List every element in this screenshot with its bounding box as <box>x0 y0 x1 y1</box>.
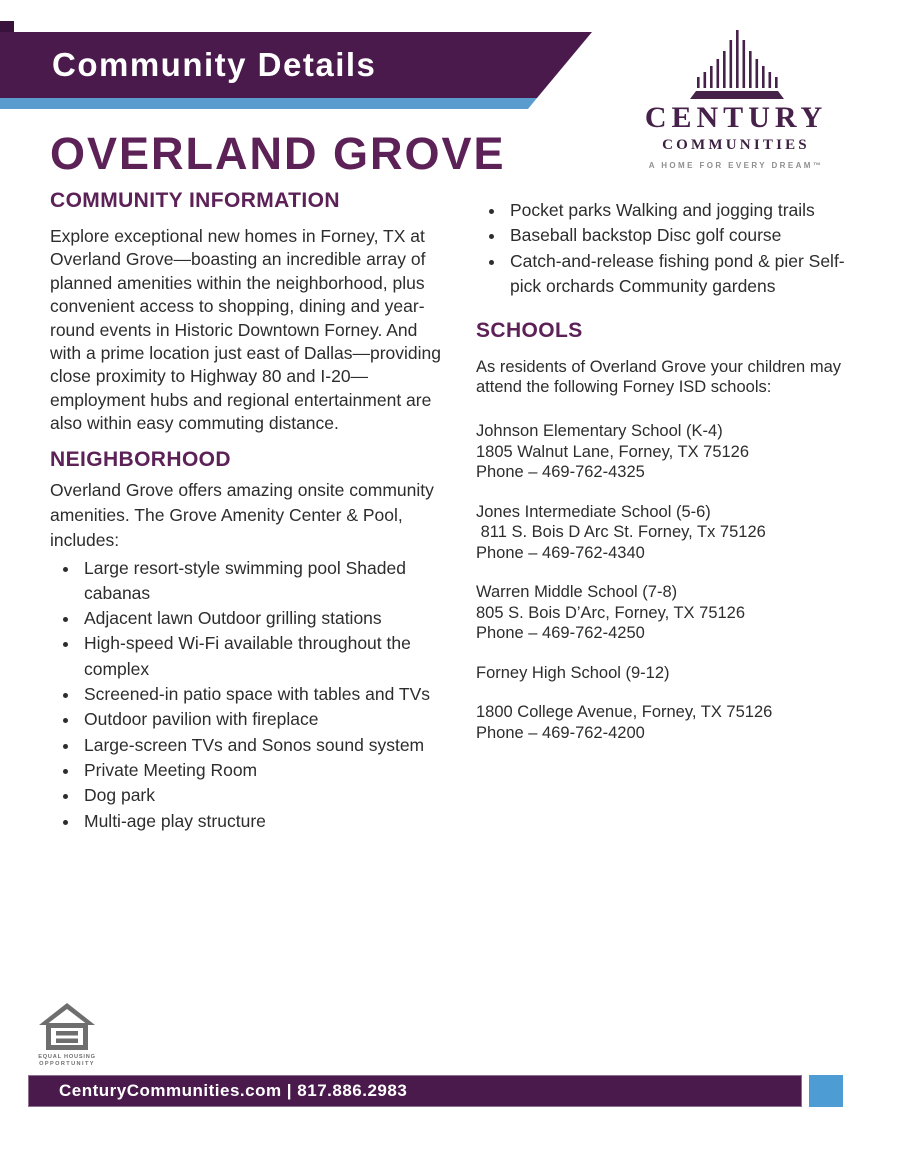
century-communities-logo <box>622 26 850 170</box>
outdoor-amenities-bullet-item: • Catch-and-release fishing pond & pier Self-pick orchards Community gardens <box>506 249 868 300</box>
neighborhood-bullet-item: • Screened-in patio space with tables and TVs <box>80 682 452 707</box>
right-column <box>476 196 868 762</box>
school-text-line: Jones Intermediate School (5-6) <box>476 502 711 521</box>
neighborhood-bullet-item: • Adjacent lawn Outdoor grilling stations <box>80 606 452 631</box>
neighborhood-bullet-item: • High-speed Wi-Fi available throughout the complex <box>80 631 452 682</box>
school-text-line: 805 S. Bois D’Arc, Forney, TX 75126 <box>476 603 746 622</box>
school-entry <box>476 421 868 483</box>
school-text-line: Phone – 469-762-4325 <box>476 463 645 482</box>
school-text-line: Warren Middle School (7-8) <box>476 583 678 602</box>
eho-text-line2: OPPORTUNITY <box>39 1061 95 1067</box>
header-banner-title: Community Details <box>52 46 377 83</box>
footer-blue-accent <box>809 1075 843 1107</box>
logo-subtitle: COMMUNITIES <box>662 136 810 153</box>
outdoor-amenities-bullet-item: • Baseball backstop Disc golf course <box>506 223 868 248</box>
neighborhood-bullet-item: • Large resort-style swimming pool Shaded cabanas <box>80 556 452 607</box>
school-text-line: Phone – 469-762-4200 <box>476 723 645 742</box>
century-peak-bars-icon <box>677 26 795 100</box>
neighborhood-bullet-item: • Multi-age play structure <box>80 809 452 834</box>
footer-bar <box>28 1075 802 1107</box>
outdoor-amenities-bullet-item: • Pocket parks Walking and jogging trails <box>506 198 868 223</box>
school-text-line: 1805 Walnut Lane, Forney, TX 75126 <box>476 442 750 461</box>
school-text-line: 811 S. Bois D Arc St. Forney, Tx 75126 <box>476 523 766 542</box>
school-text-line: Forney High School (9-12) <box>476 663 670 682</box>
schools-intro: As residents of Overland Grove your children may attend the following Forney ISD schools: <box>476 358 841 397</box>
logo-tagline: A HOME FOR EVERY DREAM™ <box>648 160 824 170</box>
left-column <box>50 189 452 834</box>
schools-list <box>476 421 868 743</box>
equal-housing-opportunity-icon <box>38 1002 100 1068</box>
school-entry <box>476 663 868 684</box>
community-information-heading: COMMUNITY INFORMATION <box>50 189 340 212</box>
school-entry <box>476 502 868 564</box>
school-text-line: Phone – 469-762-4250 <box>476 624 645 643</box>
neighborhood-intro: Overland Grove offers amazing onsite community amenities. The Grove Amenity Center & Pool, includes: <box>50 479 434 551</box>
page-title: OVERLAND GROVE <box>50 128 506 179</box>
outdoor-amenities-bullet-list <box>476 198 868 299</box>
neighborhood-bullet-item: • Private Meeting Room <box>80 758 452 783</box>
footer-contact-info: CenturyCommunities.com | 817.886.2983 <box>59 1081 408 1100</box>
community-information-paragraph: Explore exceptional new homes in Forney, TX at Overland Grove—boasting an incredible array of planned amenities within the neighborhood, plus convenient access to shopping, dining and year-round events in Historic Downtown Forney. And with a prime location just east of Dallas—providing close proximity to Highway 80 and I-20—employment hubs and regional entertainment are also within easy commuting distance. <box>50 226 442 434</box>
neighborhood-bullet-list <box>50 556 452 834</box>
ribbon-corner-notch <box>0 21 14 33</box>
neighborhood-bullet-item: • Outdoor pavilion with fireplace <box>80 707 452 732</box>
eho-text-line1: EQUAL HOUSING <box>38 1054 96 1060</box>
school-entry <box>476 582 868 644</box>
school-text-line: 1800 College Avenue, Forney, TX 75126 <box>476 703 773 722</box>
school-text-line: Johnson Elementary School (K-4) <box>476 422 723 441</box>
logo-wordmark: CENTURY <box>644 101 828 134</box>
school-entry <box>476 702 868 743</box>
school-text-line: Phone – 469-762-4340 <box>476 543 645 562</box>
neighborhood-bullet-item: • Dog park <box>80 783 452 808</box>
schools-heading: SCHOOLS <box>476 319 583 343</box>
ribbon-blue-stripe <box>0 98 537 109</box>
neighborhood-heading: NEIGHBORHOOD <box>50 447 231 471</box>
neighborhood-bullet-item: • Large-screen TVs and Sonos sound system <box>80 733 452 758</box>
